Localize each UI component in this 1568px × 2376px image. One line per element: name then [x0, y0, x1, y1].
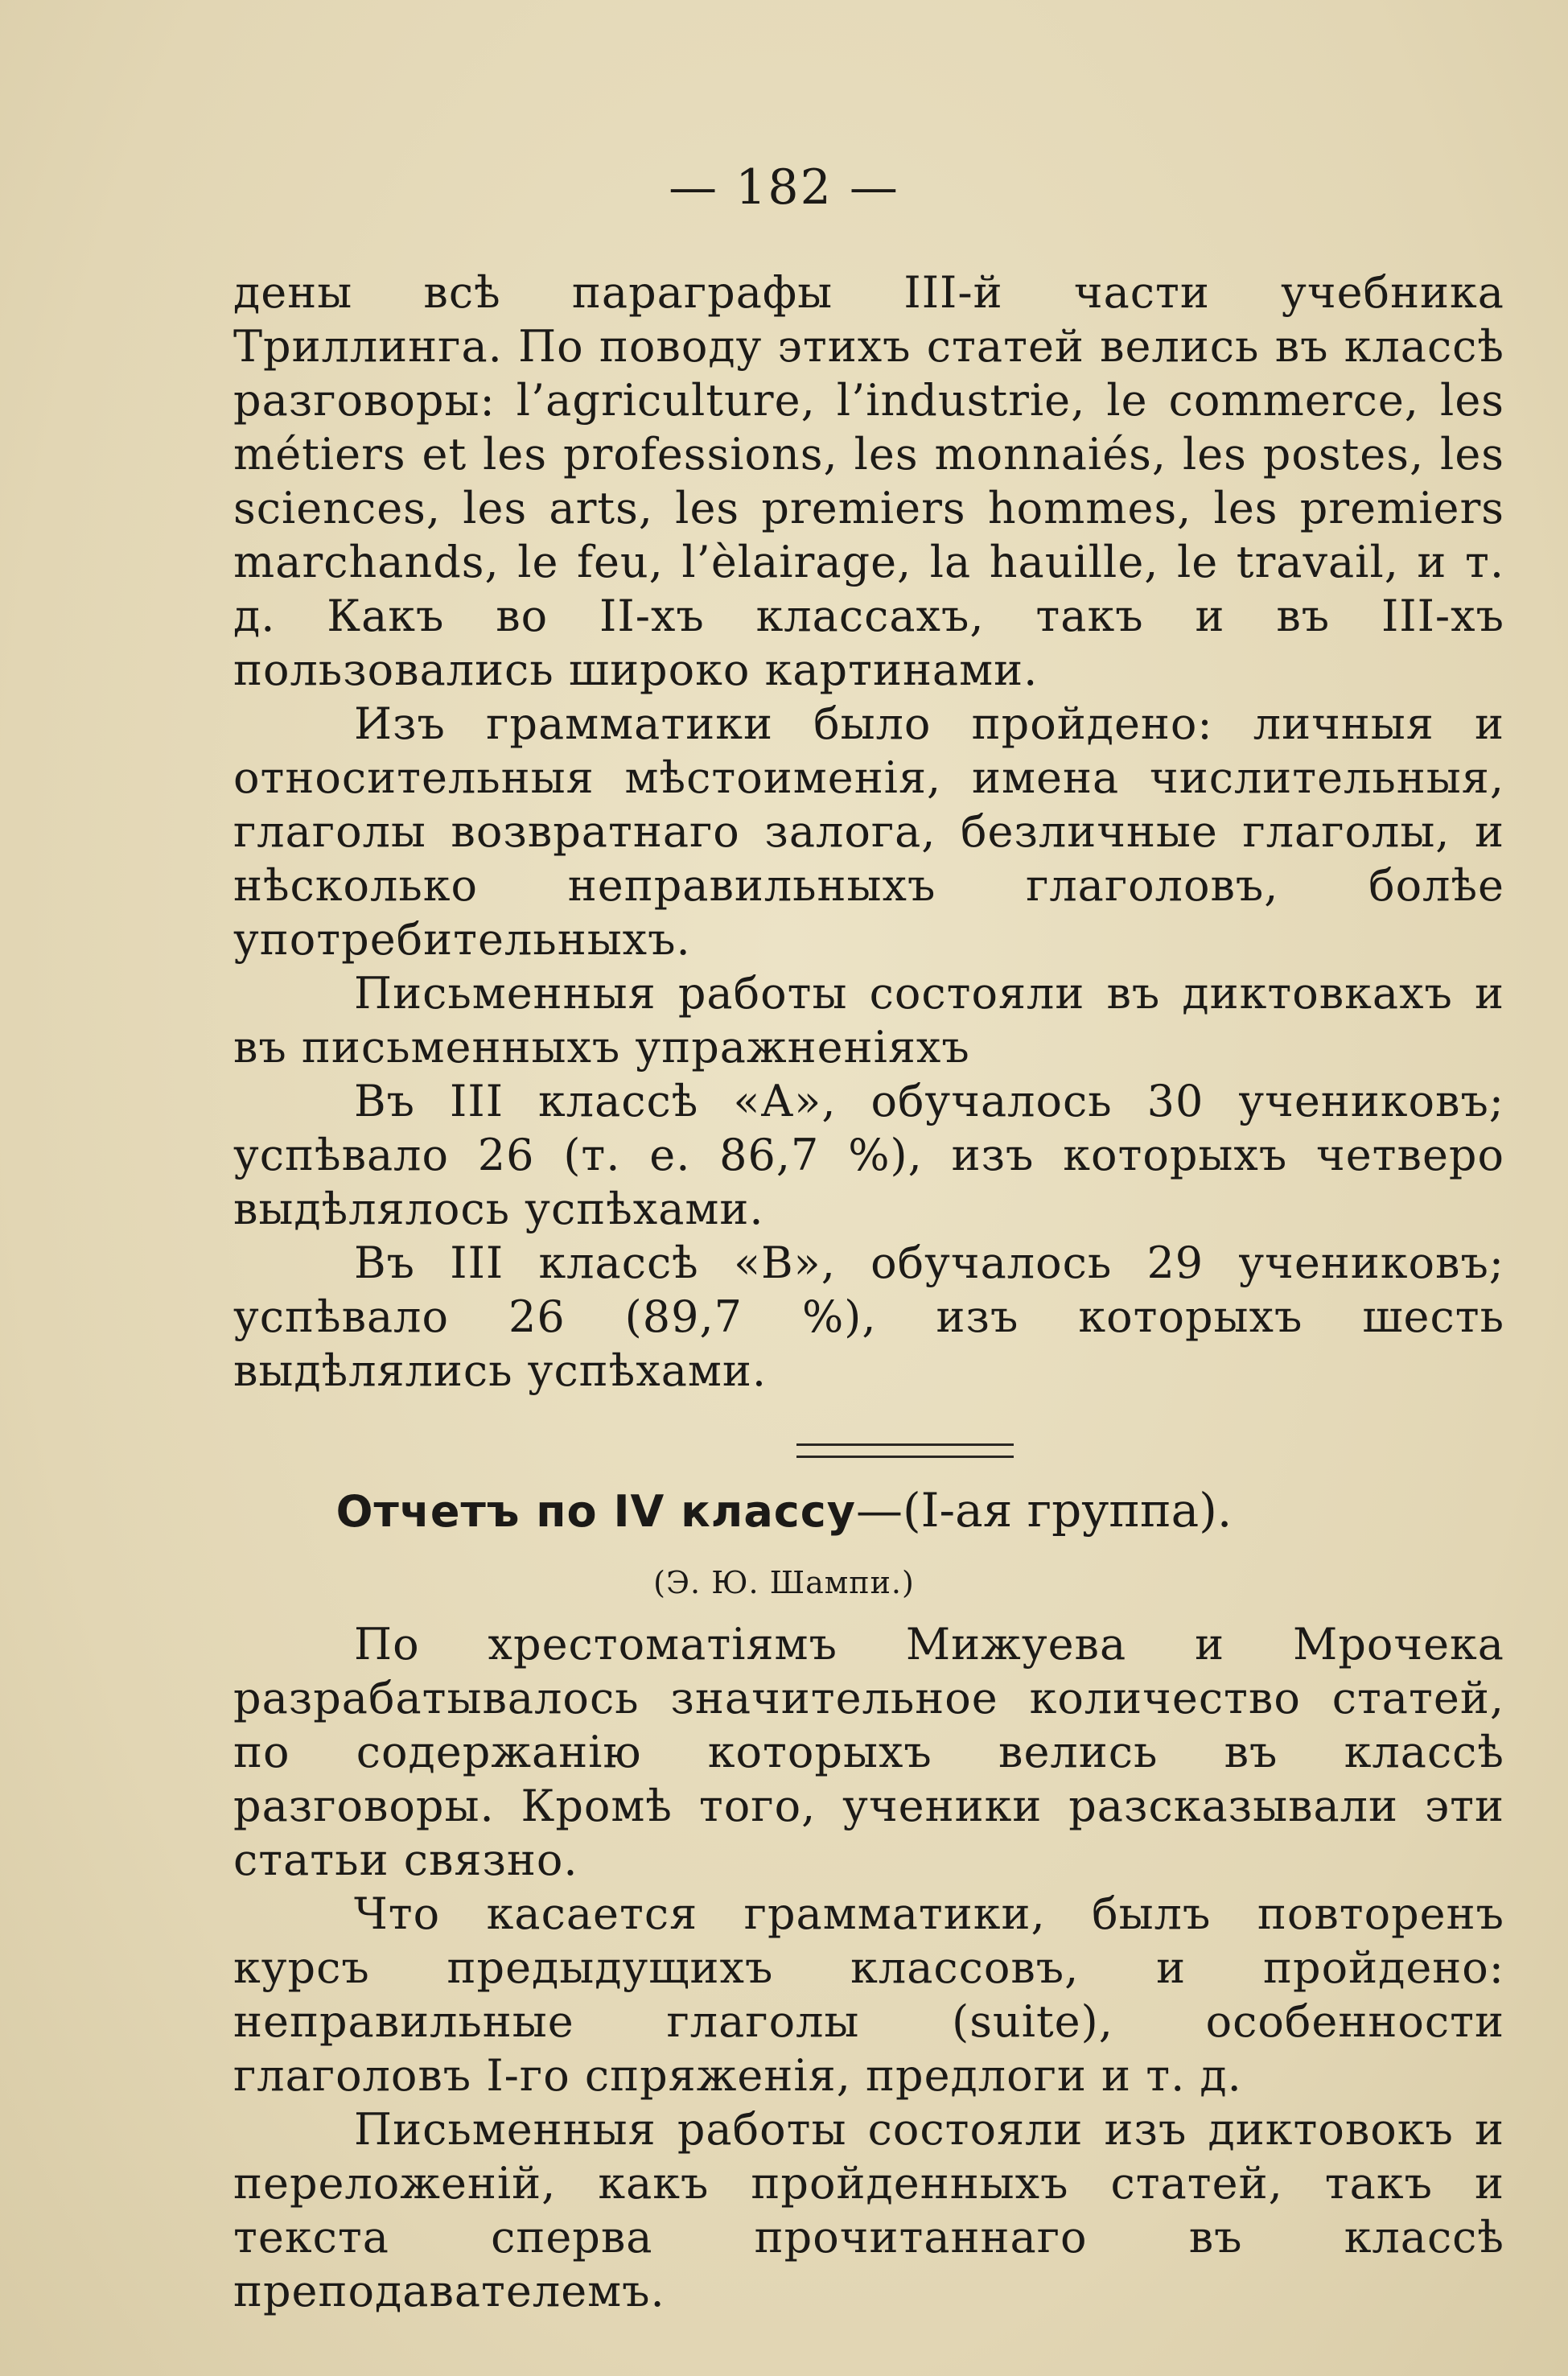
paragraph: Что касается грамматики, былъ повторенъ курсъ предыдущихъ классовъ, и пройдено: неправильные глаголы (suite), особенности глаголовъ I-го спряженія, предлоги и т. д. — [233, 1888, 1504, 2101]
section-title-bold: Отчетъ по IV классу — [335, 1486, 856, 1537]
paragraph: Письменныя работы состояли изъ диктовокъ и переложеній, какъ пройденныхъ статей, такъ и текста сперва прочитаннаго въ классѣ преподавателемъ. — [233, 2104, 1504, 2316]
section-title-rest: —(I-ая группа). — [855, 1483, 1233, 1538]
paragraph: дены всѣ параграфы III-й части учебника Триллинга. По поводу этихъ статей велись въ классѣ разговоры: l’agriculture, l’industrie, le commerce, les métiers et les professions, les monnaiés, les postes, les sciences, les arts, les premiers hommes, les premiers marchands, le feu, l’èlairage, la hauille, le travail, и т. д. Какъ во II-хъ классахъ, такъ и въ III-хъ пользовались широко картинами. — [233, 267, 1504, 695]
text-block-top — [233, 266, 1504, 1398]
section-author: (Э. Ю. Шампи.) — [653, 1565, 915, 1600]
paragraph: По хрестоматіямъ Мижуева и Мрочека разрабатывалось значительное количество статей, по содержанію которыхъ велись въ классѣ разговоры. Кромѣ того, ученики разсказывали эти статьи связно. — [233, 1619, 1504, 1885]
page-number: — 182 — — [669, 159, 899, 216]
section-title — [0, 1482, 1568, 1540]
paragraph: Письменныя работы состояли въ диктовкахъ и въ письменныхъ упражненіяхъ — [233, 968, 1504, 1073]
text-block-bottom — [233, 1617, 1504, 2318]
paragraph: Изъ грамматики было пройдено: личныя и относительныя мѣстоименія, имена числительныя, глаголы возвратнаго залога, безличные глаголы, и нѣсколько неправильныхъ глаголовъ, болѣе употребительныхъ. — [233, 698, 1504, 965]
paragraph: Въ III классѣ «В», обучалось 29 учениковъ; успѣвало 26 (89,7 %), изъ которыхъ шесть выдѣлялись успѣхами. — [233, 1237, 1504, 1396]
paragraph: Въ III классѣ «А», обучалось 30 учениковъ; успѣвало 26 (т. е. 86,7 %), изъ которыхъ четверо выдѣлялось успѣхами. — [233, 1076, 1504, 1234]
section-divider — [796, 1443, 1014, 1458]
